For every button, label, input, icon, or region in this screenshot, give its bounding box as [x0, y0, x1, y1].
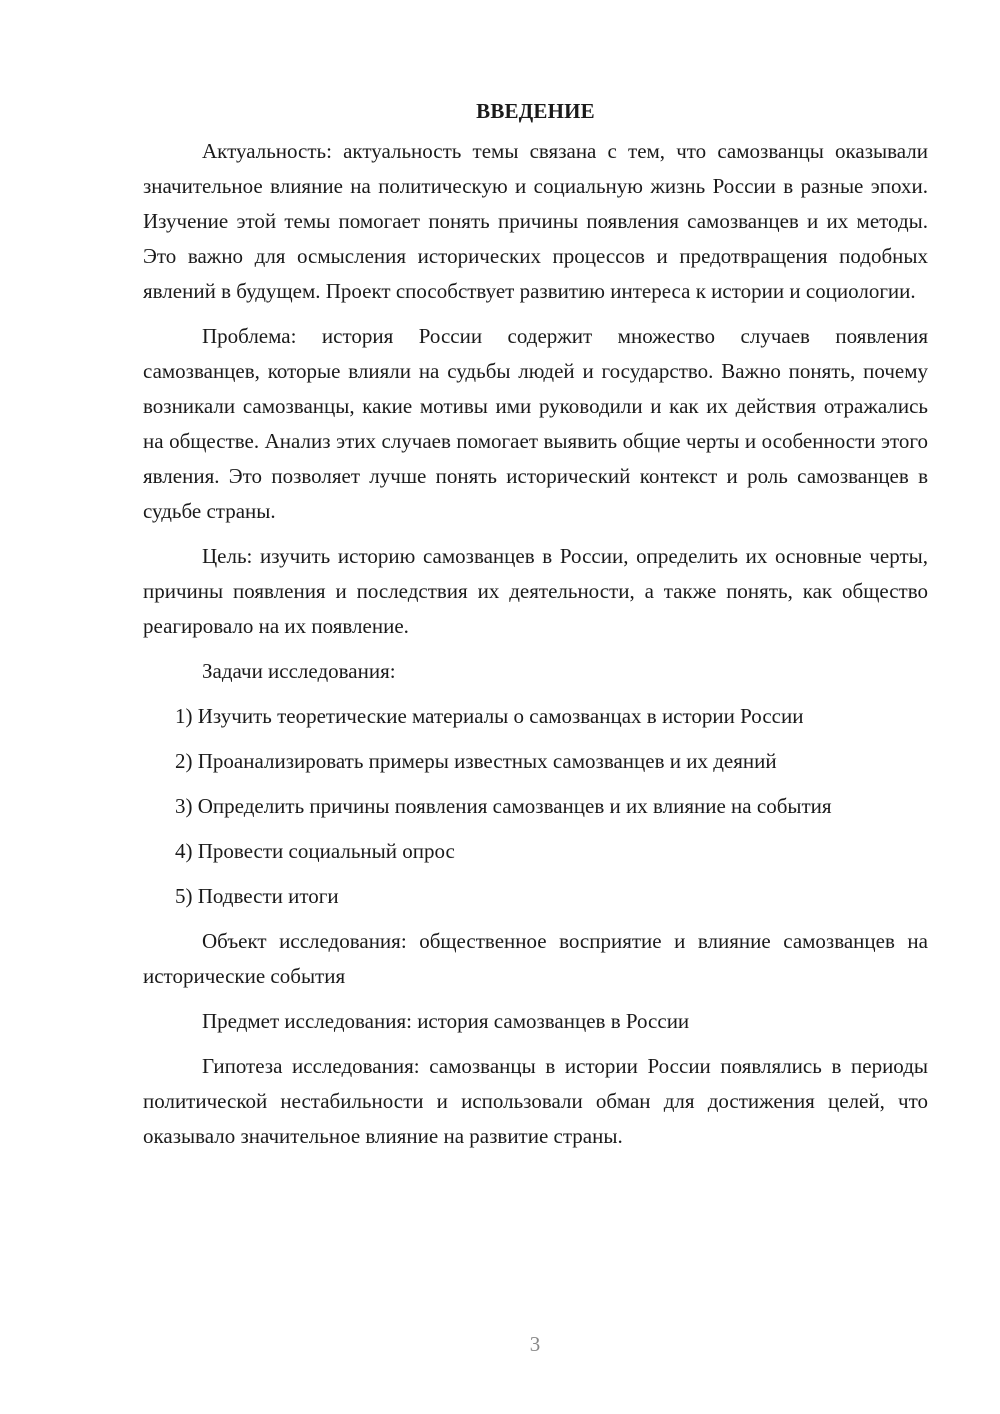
subject-paragraph: Предмет исследования: история самозванцев в России: [202, 1009, 690, 1033]
tasks-heading: Задачи исследования:: [202, 659, 396, 683]
hypothesis-paragraph: Гипотеза исследования: самозванцы в истории России появлялись в периоды политической нестабильности и использовали обман для достижения целей, что оказывало значительное влияние на развитие страны.: [143, 1054, 928, 1148]
problem-paragraph: Проблема: история России содержит множество случаев появления самозванцев, которые влияли на судьбы людей и государство. Важно понять, почему возникали самозванцы, какие мотивы ими руководили и как их действия отражались на обществе. Анализ этих случаев помогает выявить общие черты и особенности этого явления. Это позволяет лучше понять исторический контекст и роль самозванцев в судьбе страны.: [143, 324, 928, 523]
task-item-4: 4) Провести социальный опрос: [175, 839, 455, 863]
object-paragraph: Объект исследования: общественное восприятие и влияние самозванцев на исторические события: [143, 929, 928, 988]
task-item-5: 5) Подвести итоги: [175, 884, 339, 908]
page-number: 3: [529, 1332, 541, 1356]
document-page: [143, 94, 928, 1164]
task-item-3: 3) Определить причины появления самозванцев и их влияние на события: [175, 794, 832, 818]
relevance-paragraph: Актуальность: актуальность темы связана с тем, что самозванцы оказывали значительное влияние на политическую и социальную жизнь России в разные эпохи. Изучение этой темы помогает понять причины появления самозванцев и их методы. Это важно для осмысления исторических процессов и предотвращения подобных явлений в будущем. Проект способствует развитию интереса к истории и социологии.: [143, 139, 928, 303]
task-item-1: 1) Изучить теоретические материалы о самозванцах в истории России: [175, 704, 804, 728]
goal-paragraph: Цель: изучить историю самозванцев в России, определить их основные черты, причины появления и последствия их деятельности, а также понять, как общество реагировало на их появление.: [143, 544, 928, 638]
document-heading: ВВЕДЕНИЕ: [476, 99, 595, 123]
task-item-2: 2) Проанализировать примеры известных самозванцев и их деяний: [175, 749, 777, 773]
